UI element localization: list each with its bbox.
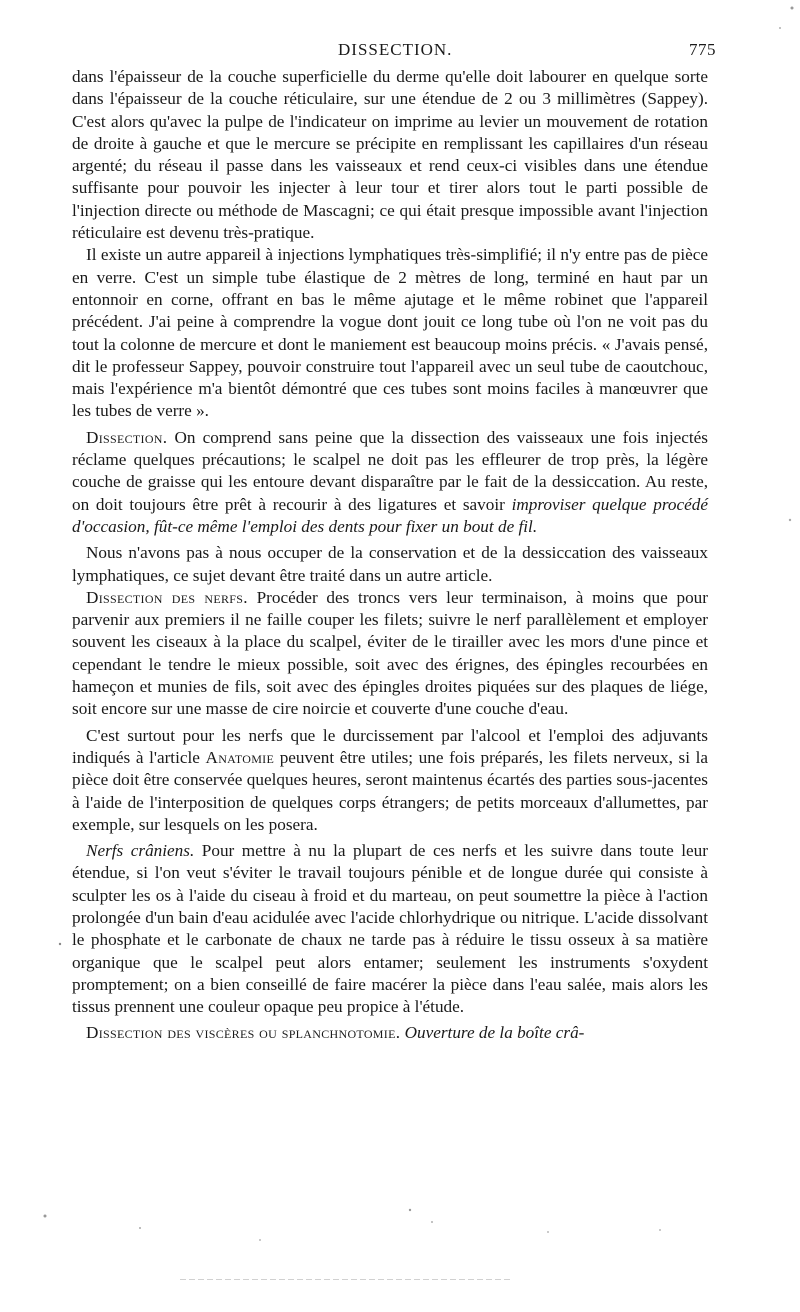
paragraph-text: On comprend sans peine que la dissection des vaisseaux une fois injectés réclame quelques précautions; le scalpel ne doit pas les effleurer de trop près, la légère couche de graisse qui les entoure devant disparaître par le fait de la dessiccation. Au reste, on doit toujours être prêt à recourir à des ligatures et savoir (72, 427, 708, 514)
body-text (72, 66, 708, 1045)
page-number: 775 (689, 40, 716, 59)
paragraph: Il existe un autre appareil à injections lymphatiques très-simplifié; il n'y entre pas de pièce en verre. C'est un simple tube élastique de 2 mètres de long, terminé en haut par un entonnoir en corne, offrant en bas le même ajutage et le même robinet que l'appareil précédent. J'ai peine à comprendre la vogue dont jouit ce long tube où l'on ne voit pas du tout la colonne de mercure et dont le maniement est beaucoup moins précis. « J'avais pensé, dit le professeur Sappey, pouvoir construire tout l'appareil avec un seul tube de caoutchouc, mais l'expérience m'a bientôt démontré que ces tubes sont moins faciles à manœuvrer que les tubes de verre ». (72, 245, 708, 421)
paragraph (72, 725, 708, 836)
cross-reference: Anatomie (205, 747, 275, 767)
paragraph-text: peuvent être utiles; une fois préparés, les filets nerveux, si la pièce doit être conservée quelques heures, seront maintenus écartés des parties sous-jacentes à l'aide de l'interposition de quelques corps étrangers; de petits morceaux d'allumettes, par exemple, sur lesquels on les posera. (72, 747, 708, 834)
paragraph (72, 427, 708, 538)
italic-text: Ouverture de la boîte crâ- (400, 1023, 585, 1043)
paragraph: Nous n'avons pas à nous occuper de la conservation et de la dessiccation des vaisseaux lymphatiques, ce sujet devant être traité dans un autre article. (72, 543, 708, 585)
paragraph: dans l'épaisseur de la couche superficielle du derme qu'elle doit labourer en quelque sorte dans l'épaisseur de la couche réticulaire, sur une étendue de 2 ou 3 millimètres (Sappey). C'est alors qu'avec la pulpe de l'indicateur on imprime au levier un mouvement de rotation de droite à gauche et que le mercure se précipite en remplissant les capillaires d'un réseau argenté; du réseau il passe dans les vaisseaux et rend ceux-ci visibles dans une étendue suffisante pour pouvoir les injecter à leur tour et tirer alors tout le parti possible de l'injection directe ou méthode de Mascagni; ce qui était presque impossible avant l'injection réticulaire est devenu très-pratique. (72, 67, 708, 243)
paragraph-text: Procéder des troncs vers leur terminaison, à moins que pour parvenir aux premiers il ne faille couper les filets; suivre le nerf parallèlement et employer souvent les ciseaux à la place du scalpel, éviter de le tirailler avec les mors d'une pince et cependant le tendre le mieux possible, soit avec des érignes, des épingles recourbées en hameçon et munies de fils, soit avec des épingles droites piquées sur des plaques de liége, soit encore sur une masse de cire noircie et couverte d'une couche d'eau. (72, 587, 708, 719)
subsection-heading: Nerfs crâniens. (86, 841, 195, 861)
paragraph (72, 1022, 708, 1044)
section-heading: Dissection des nerfs. (86, 587, 248, 607)
paragraph (72, 587, 708, 721)
paragraph-text: Pour mettre à nu la plupart de ces nerfs et les suivre dans toute leur étendue, si l'on veut s'éviter le travail toujours pénible et de longue durée qui consiste à sculpter les os à l'aide du ciseau à froid et du marteau, on peut soumettre la pièce à l'action prolongée d'un bain d'eau acidulée avec l'acide chlorhydrique ou nitrique. L'acide dissolvant le phosphate et le carbonate de chaux ne tarde pas à réduire le tissu osseux à sa matière organique que le scalpel peut alors entamer; seulement les instruments s'oxydent promptement; on a bien conseillé de faire macérer la pièce dans l'eau salée, mais alors les tissus prennent une couleur opaque peu propice à l'étude. (72, 841, 708, 1017)
section-heading: Dissection des viscères ou splanchnotomie. (86, 1023, 401, 1043)
book-page (72, 40, 716, 1045)
paragraph (72, 840, 708, 1018)
running-header (72, 40, 716, 66)
running-title: DISSECTION. (338, 40, 453, 59)
paragraph-text: C'est surtout pour les nerfs que le durcissement par l'alcool et l'emploi des adjuvants indiqués à l'article (72, 725, 708, 767)
italic-text: improviser quelque procédé d'occasion, fût-ce même l'emploi des dents pour fixer un bout de fil. (72, 494, 709, 536)
section-heading: Dissection. (86, 427, 168, 447)
scan-artifact-line (180, 1279, 510, 1280)
